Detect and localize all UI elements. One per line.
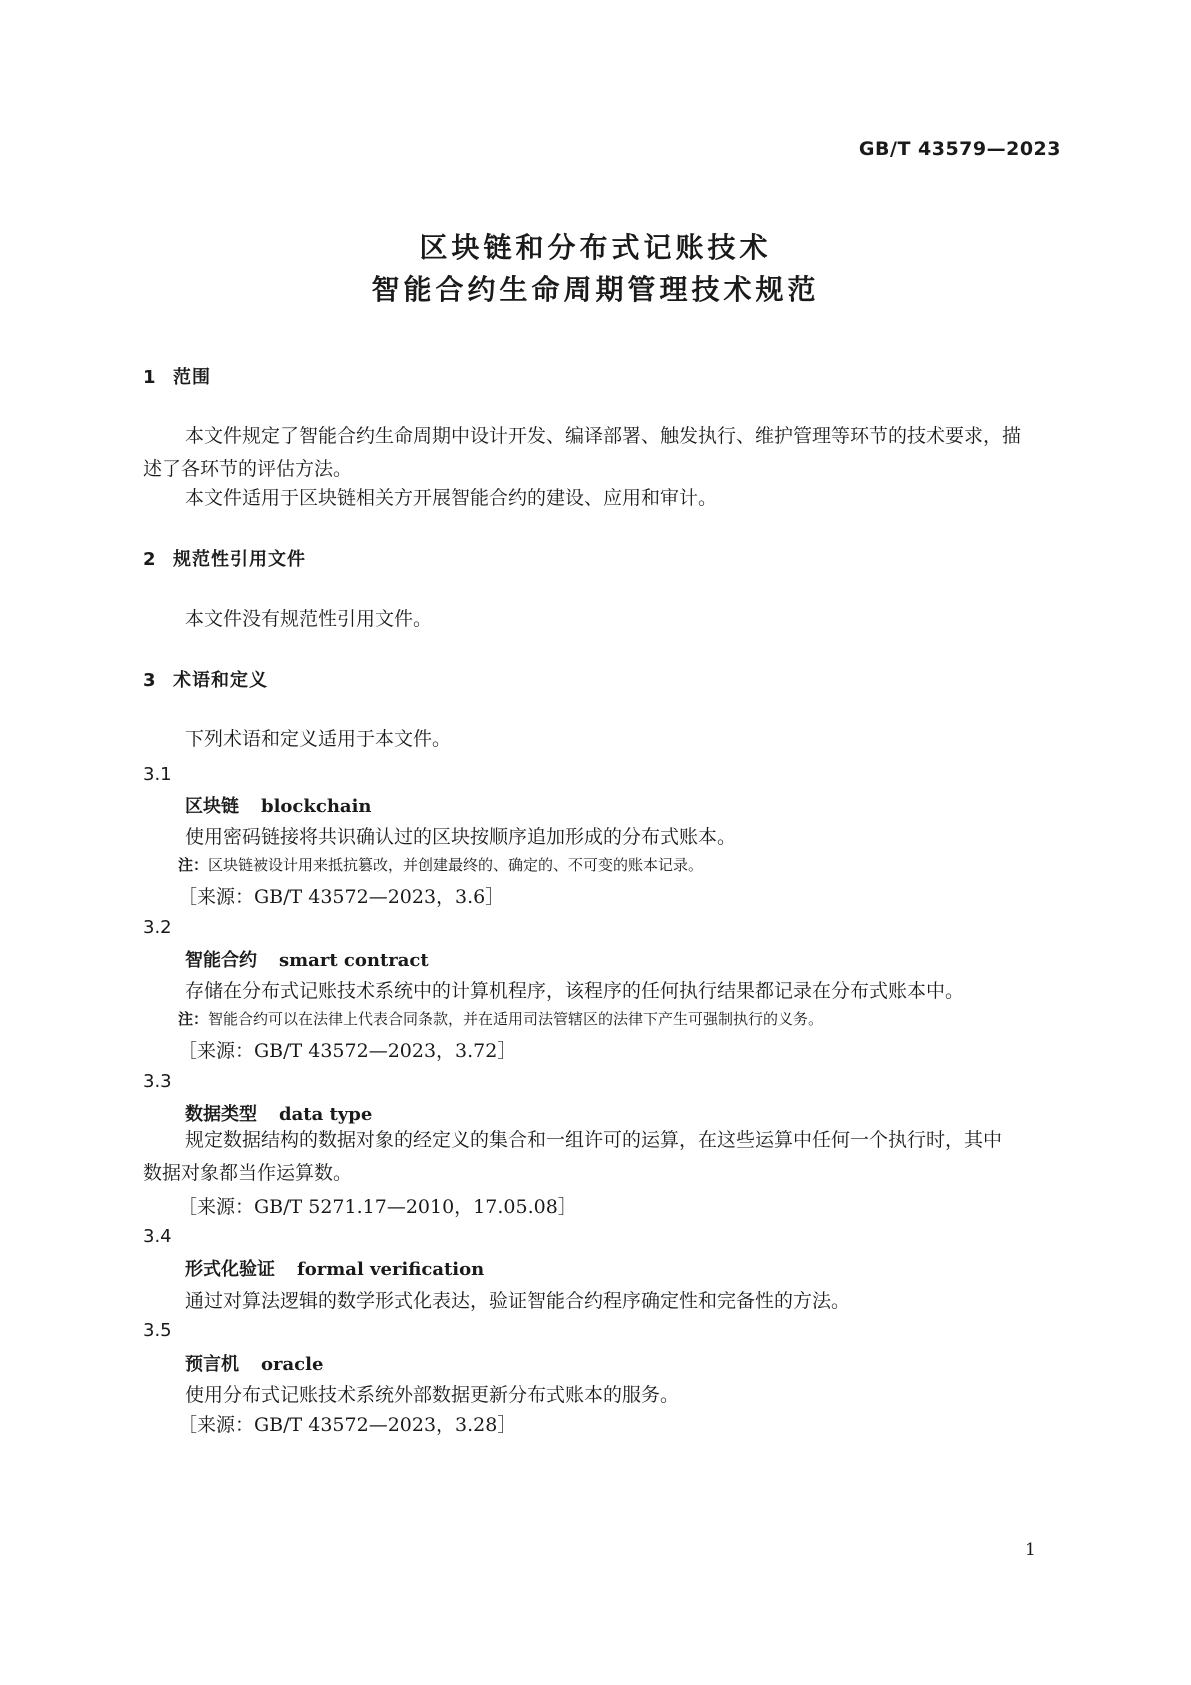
section-3-heading <box>143 666 268 692</box>
term-source: ［来源：GB/T 43572—2023，3.6］ <box>178 886 505 908</box>
section-number: 2 <box>143 549 157 570</box>
term-zh: 形式化验证 <box>185 1259 275 1280</box>
section-title: 规范性引用文件 <box>173 549 306 570</box>
term-zh: 区块链 <box>185 796 239 817</box>
document-title-line-2: 智能合约生命周期管理技术规范 <box>371 273 820 306</box>
section-1-paragraph-2 <box>143 482 1065 515</box>
term-heading <box>185 1350 323 1376</box>
paragraph-line: 下列术语和定义适用于本文件。 <box>185 728 452 750</box>
term-en: blockchain <box>261 796 372 817</box>
page-number: 1 <box>1025 1540 1036 1560</box>
term-definition: 通过对算法逻辑的数学形式化表达，验证智能合约程序确定性和完备性的方法。 <box>185 1290 851 1312</box>
section-number: 3 <box>143 670 157 691</box>
term-heading <box>185 792 372 818</box>
term-definition: 使用分布式记账技术系统外部数据更新分布式账本的服务。 <box>185 1384 680 1406</box>
term-note <box>178 1008 823 1029</box>
term-heading <box>185 946 429 972</box>
term-number: 3.3 <box>143 1071 172 1092</box>
section-1-heading <box>143 363 211 389</box>
term-source: ［来源：GB/T 5271.17—2010，17.05.08］ <box>178 1196 577 1218</box>
section-2-paragraph-1 <box>143 603 1065 636</box>
paragraph-line: 述了各环节的评估方法。 <box>143 458 353 480</box>
term-source: ［来源：GB/T 43572—2023，3.28］ <box>178 1414 517 1436</box>
term-en: data type <box>279 1104 373 1125</box>
term-en: smart contract <box>279 950 429 971</box>
term-note <box>178 854 703 875</box>
note-text: 区块链被设计用来抵抗篡改，并创建最终的、确定的、不可变的账本记录。 <box>208 856 704 874</box>
paragraph-line: 规定数据结构的数据对象的经定义的集合和一组许可的运算，在这些运算中任何一个执行时，其中 <box>185 1129 1003 1151</box>
document-title-line-1: 区块链和分布式记账技术 <box>419 231 772 264</box>
term-number: 3.2 <box>143 917 172 938</box>
paragraph-line: 本文件规定了智能合约生命周期中设计开发、编译部署、触发执行、维护管理等环节的技术要求，描 <box>185 425 1022 447</box>
note-label: 注： <box>178 1010 209 1028</box>
term-definition: 使用密码链接将共识确认过的区块按顺序追加形成的分布式账本。 <box>185 826 737 848</box>
term-number: 3.1 <box>143 764 172 785</box>
term-zh: 数据类型 <box>185 1104 257 1125</box>
term-en: oracle <box>261 1354 324 1375</box>
term-number: 3.5 <box>143 1320 172 1341</box>
term-heading <box>185 1100 372 1126</box>
paragraph-line: 本文件适用于区块链相关方开展智能合约的建设、应用和审计。 <box>185 487 718 509</box>
paragraph-line: 数据对象都当作运算数。 <box>143 1162 353 1184</box>
standard-code: GB/T 43579—2023 <box>858 138 1061 160</box>
paragraph-line: 本文件没有规范性引用文件。 <box>185 608 433 630</box>
section-3-intro <box>143 723 1065 756</box>
section-number: 1 <box>143 367 157 388</box>
note-label: 注： <box>178 856 209 874</box>
section-title: 范围 <box>173 367 211 388</box>
term-definition: 存储在分布式记账技术系统中的计算机程序，该程序的任何执行结果都记录在分布式账本中。 <box>185 980 965 1002</box>
section-2-heading <box>143 545 306 571</box>
term-zh: 智能合约 <box>185 950 257 971</box>
note-text: 智能合约可以在法律上代表合同条款，并在适用司法管辖区的法律下产生可强制执行的义务。 <box>208 1010 824 1028</box>
term-number: 3.4 <box>143 1226 172 1247</box>
term-en: formal verification <box>297 1259 485 1280</box>
term-heading <box>185 1255 484 1281</box>
term-definition <box>143 1124 1065 1190</box>
section-title: 术语和定义 <box>173 670 268 691</box>
term-source: ［来源：GB/T 43572—2023，3.72］ <box>178 1040 517 1062</box>
term-zh: 预言机 <box>185 1354 239 1375</box>
section-1-paragraph-1 <box>143 420 1065 486</box>
